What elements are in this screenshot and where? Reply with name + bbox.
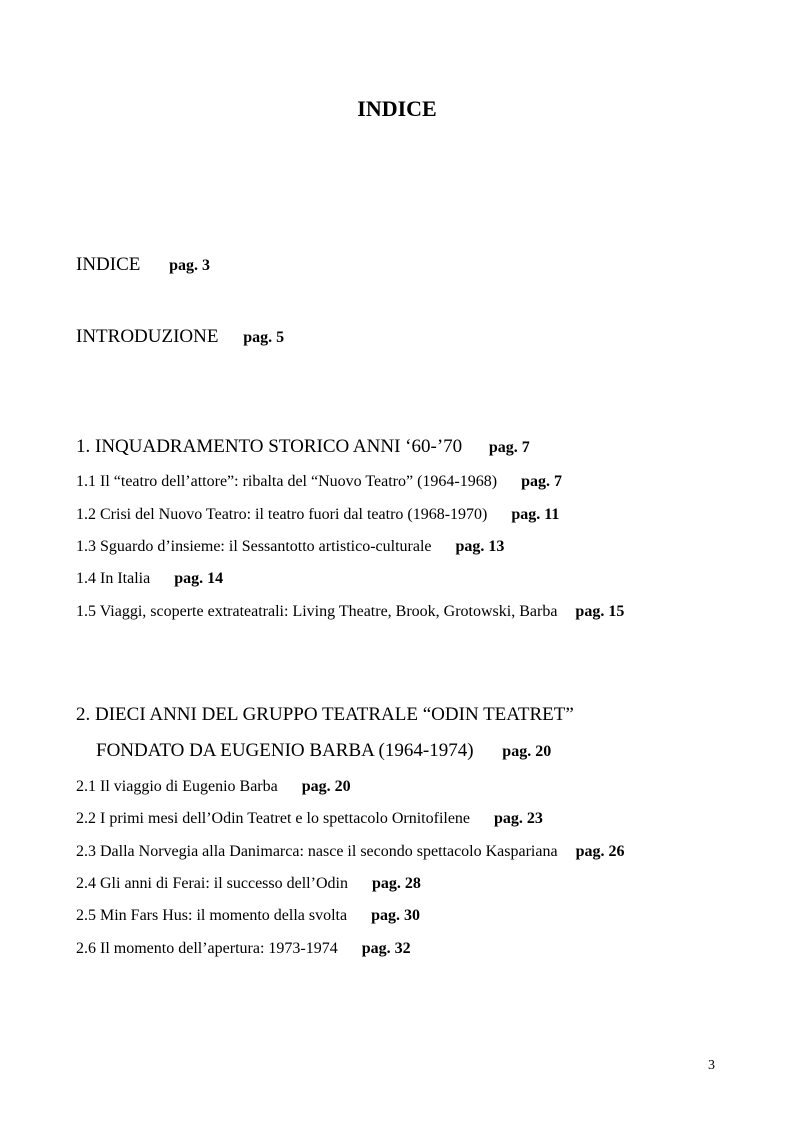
toc-section-2-3[interactable] <box>76 843 624 861</box>
toc-chapter-2-line2[interactable] <box>96 740 551 762</box>
toc-entry-label: 2.1 Il viaggio di Eugenio Barba <box>76 778 278 795</box>
page-number: 3 <box>708 1058 715 1073</box>
toc-entry-page: pag. 7 <box>488 439 530 456</box>
toc-section-2-5[interactable] <box>76 907 420 925</box>
toc-entry-label: FONDATO DA EUGENIO BARBA (1964-1974) <box>96 740 474 761</box>
toc-entry-label: INTRODUZIONE <box>76 326 219 347</box>
toc-chapter-1[interactable] <box>76 436 530 458</box>
toc-entry-label: 1.2 Crisi del Nuovo Teatro: il teatro fuori dal teatro (1968-1970) <box>76 506 488 523</box>
toc-entry-page: pag. 11 <box>511 506 560 523</box>
toc-section-1-3[interactable] <box>76 538 504 556</box>
toc-entry-page: pag. 14 <box>174 570 224 587</box>
toc-entry-label: 2.3 Dalla Norvegia alla Danimarca: nasce il secondo spettacolo Kaspariana <box>76 843 558 860</box>
toc-entry-page: pag. 32 <box>361 940 411 957</box>
toc-entry-page: pag. 28 <box>371 875 421 892</box>
toc-entry-page: pag. 5 <box>243 329 285 346</box>
toc-entry-introduzione[interactable] <box>76 326 284 348</box>
toc-entry-label: 1.4 In Italia <box>76 570 151 587</box>
toc-section-1-5[interactable] <box>76 603 624 621</box>
toc-section-1-1[interactable] <box>76 473 562 491</box>
toc-entry-label: 2. DIECI ANNI DEL GRUPPO TEATRALE “ODIN TEATRET” <box>76 704 574 725</box>
toc-entry-page: pag. 20 <box>301 778 351 795</box>
toc-entry-label: 1.3 Sguardo d’insieme: il Sessantotto artistico-culturale <box>76 538 432 555</box>
toc-section-1-4[interactable] <box>76 570 223 588</box>
toc-entry-label: 2.6 Il momento dell’apertura: 1973-1974 <box>76 940 338 957</box>
toc-entry-page: pag. 13 <box>455 538 505 555</box>
toc-entry-page: pag. 3 <box>169 257 211 274</box>
toc-entry-page: pag. 7 <box>521 473 562 490</box>
toc-entry-page: pag. 20 <box>502 743 552 760</box>
toc-section-2-4[interactable] <box>76 875 421 893</box>
toc-section-2-2[interactable] <box>76 810 543 828</box>
toc-entry-label: 2.2 I primi mesi dell’Odin Teatret e lo spettacolo Ornitofilene <box>76 810 471 827</box>
page-title: INDICE <box>357 96 437 121</box>
toc-entry-indice[interactable] <box>76 254 210 276</box>
toc-section-2-6[interactable] <box>76 940 411 958</box>
toc-entry-page: pag. 30 <box>371 907 420 924</box>
toc-chapter-2[interactable] <box>76 704 574 726</box>
toc-entry-label: 1.5 Viaggi, scoperte extrateatrali: Living Theatre, Brook, Grotowski, Barba <box>76 603 558 620</box>
toc-entry-label: 2.4 Gli anni di Ferai: il successo dell’Odin <box>76 875 348 892</box>
toc-entry-page: pag. 15 <box>575 603 625 620</box>
toc-entry-label: 1.1 Il “teatro dell’attore”: ribalta del “Nuovo Teatro” (1964-1968) <box>76 473 498 490</box>
toc-entry-label: 2.5 Min Fars Hus: il momento della svolta <box>76 907 348 924</box>
toc-section-2-1[interactable] <box>76 778 351 796</box>
toc-section-1-2[interactable] <box>76 506 559 524</box>
toc-entry-page: pag. 23 <box>494 810 543 827</box>
toc-entry-label: INDICE <box>76 254 141 275</box>
toc-entry-label: 1. INQUADRAMENTO STORICO ANNI ‘60-’70 <box>76 436 463 457</box>
toc-entry-page: pag. 26 <box>575 843 625 860</box>
